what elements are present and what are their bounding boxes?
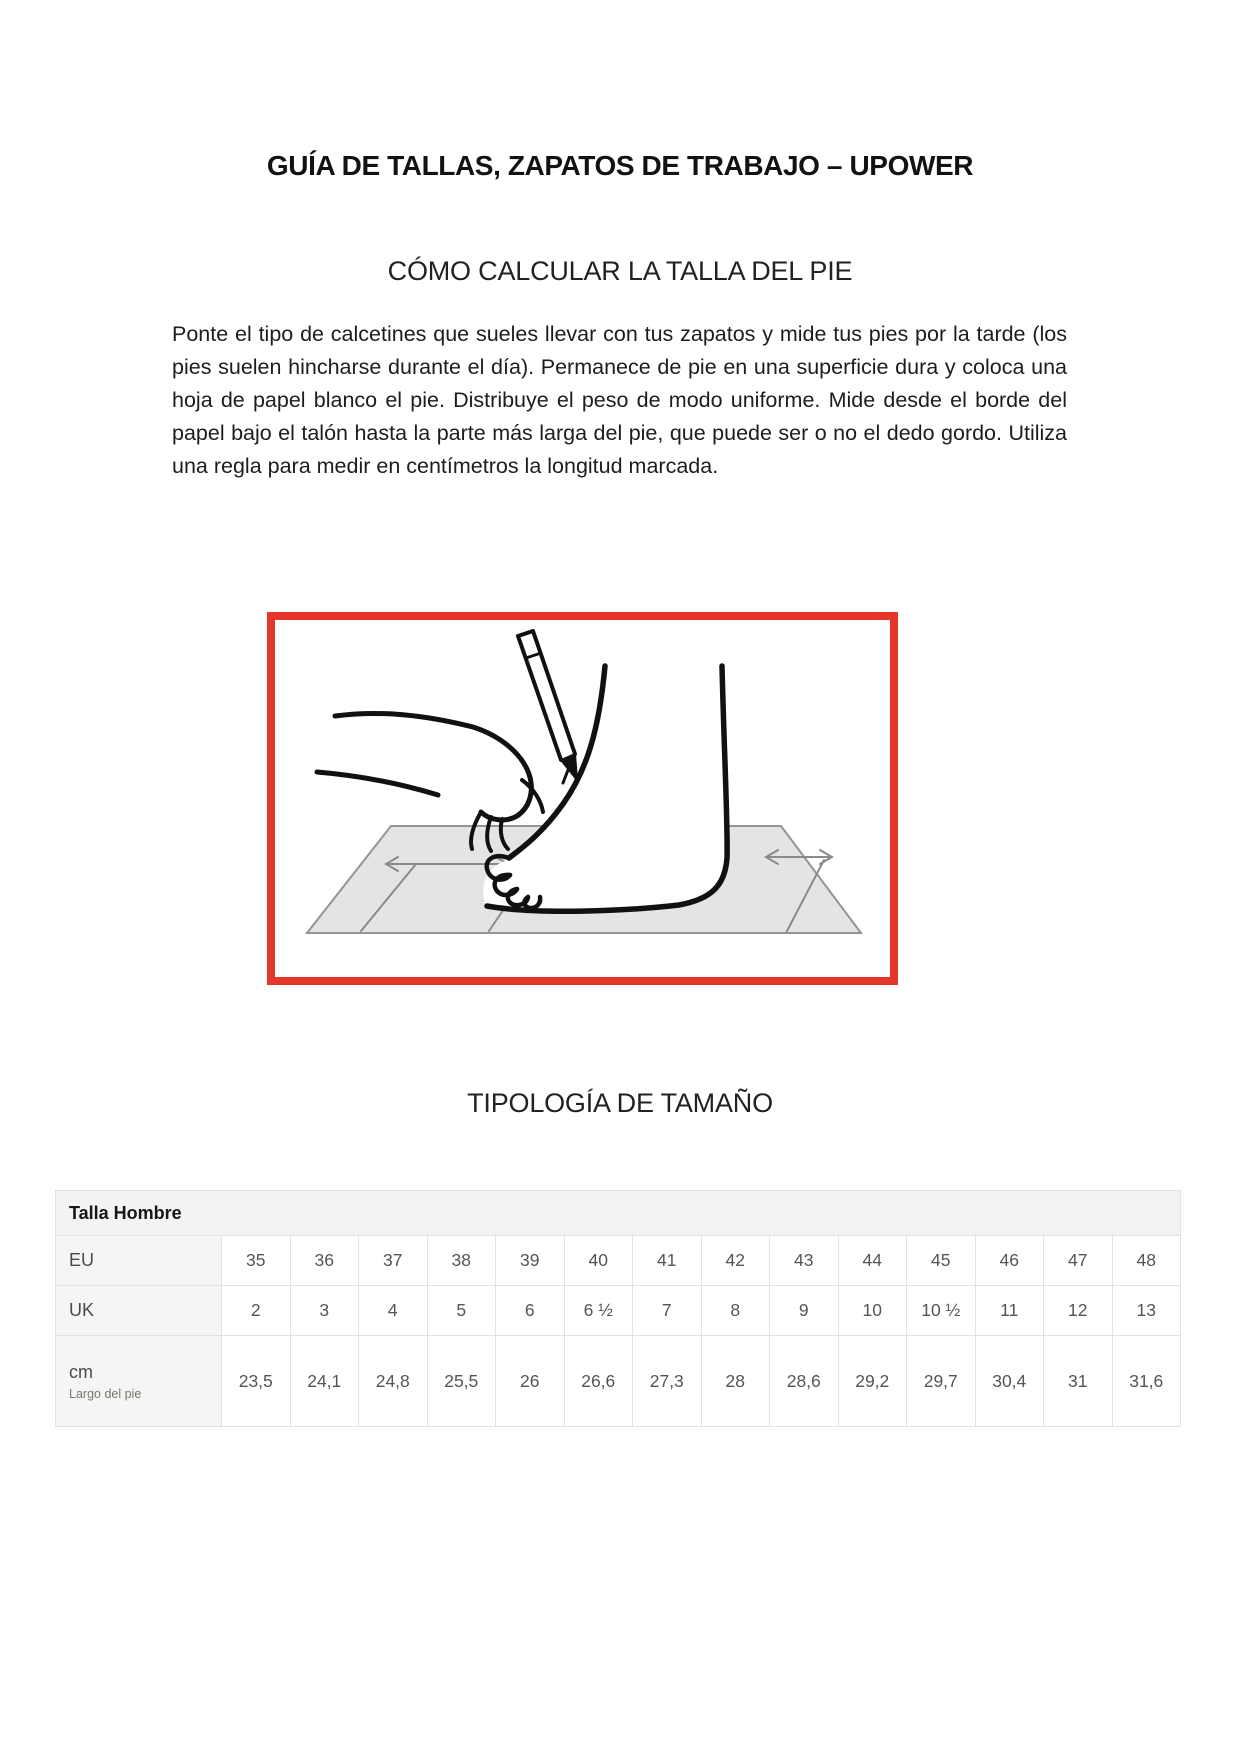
size-value-cm-6: 27,3 bbox=[633, 1336, 702, 1427]
size-value-cm-7: 28 bbox=[701, 1336, 770, 1427]
foot-measuring-illustration bbox=[267, 612, 898, 985]
row-label-cm bbox=[56, 1336, 222, 1427]
size-value-uk-4: 6 bbox=[496, 1286, 565, 1336]
page-title: GUÍA DE TALLAS, ZAPATOS DE TRABAJO – UPOWER bbox=[266, 150, 974, 181]
hand-with-pencil-drawing bbox=[317, 631, 577, 851]
size-value-eu-10: 45 bbox=[907, 1236, 976, 1286]
size-value-cm-9: 29,2 bbox=[838, 1336, 907, 1427]
table-row-cm bbox=[56, 1336, 1181, 1427]
size-value-uk-3: 5 bbox=[427, 1286, 496, 1336]
size-value-cm-12: 31 bbox=[1044, 1336, 1113, 1427]
size-value-cm-2: 24,8 bbox=[359, 1336, 428, 1427]
size-value-eu-7: 42 bbox=[701, 1236, 770, 1286]
section-heading-how-to-measure: CÓMO CALCULAR LA TALLA DEL PIE bbox=[387, 256, 853, 286]
row-label-text: cm bbox=[69, 1361, 93, 1382]
instructions-paragraph: Ponte el tipo de calcetines que sueles llevar con tus zapatos y mide tus pies por la tarde (los pies suelen hincharse durante el día). Permanece de pie en una superficie dura y coloca una hoja de papel blanco el pie. Distribuye el peso de modo uniforme. Mide desde el borde del papel bajo el talón hasta la parte más larga del pie, que puede ser o no el dedo gordo. Utiliza una regla para medir en centímetros la longitud marcada. bbox=[172, 322, 1067, 478]
size-value-eu-5: 40 bbox=[564, 1236, 633, 1286]
size-value-cm-0: 23,5 bbox=[222, 1336, 291, 1427]
size-value-uk-11: 11 bbox=[975, 1286, 1044, 1336]
size-value-uk-12: 12 bbox=[1044, 1286, 1113, 1336]
size-value-cm-11: 30,4 bbox=[975, 1336, 1044, 1427]
table-header-row bbox=[56, 1191, 1181, 1236]
size-value-cm-5: 26,6 bbox=[564, 1336, 633, 1427]
size-value-uk-9: 10 bbox=[838, 1286, 907, 1336]
size-value-cm-13: 31,6 bbox=[1112, 1336, 1181, 1427]
row-label-text: EU bbox=[69, 1250, 95, 1270]
row-sublabel-text: Largo del pie bbox=[69, 1386, 142, 1401]
size-value-eu-3: 38 bbox=[427, 1236, 496, 1286]
size-value-eu-12: 47 bbox=[1044, 1236, 1113, 1286]
size-value-eu-0: 35 bbox=[222, 1236, 291, 1286]
size-value-cm-1: 24,1 bbox=[290, 1336, 359, 1427]
row-label-eu bbox=[56, 1236, 222, 1286]
size-value-eu-11: 46 bbox=[975, 1236, 1044, 1286]
size-value-cm-10: 29,7 bbox=[907, 1336, 976, 1427]
table-row-uk bbox=[56, 1286, 1181, 1336]
size-value-uk-7: 8 bbox=[701, 1286, 770, 1336]
size-value-eu-9: 44 bbox=[838, 1236, 907, 1286]
size-value-uk-13: 13 bbox=[1112, 1286, 1181, 1336]
size-value-eu-8: 43 bbox=[770, 1236, 839, 1286]
row-label-text: UK bbox=[69, 1300, 95, 1320]
size-value-uk-6: 7 bbox=[633, 1286, 702, 1336]
size-value-eu-1: 36 bbox=[290, 1236, 359, 1286]
foot-drawing bbox=[483, 666, 728, 912]
section-heading-size-typology: TIPOLOGÍA DE TAMAÑO bbox=[467, 1088, 773, 1118]
size-value-eu-6: 41 bbox=[633, 1236, 702, 1286]
size-value-uk-0: 2 bbox=[222, 1286, 291, 1336]
size-value-cm-8: 28,6 bbox=[770, 1336, 839, 1427]
size-value-uk-2: 4 bbox=[359, 1286, 428, 1336]
size-table-body bbox=[56, 1191, 1181, 1427]
row-label-uk bbox=[56, 1286, 222, 1336]
size-value-eu-4: 39 bbox=[496, 1236, 565, 1286]
table-header-talla-hombre: Talla Hombre bbox=[56, 1191, 1181, 1236]
size-table bbox=[55, 1190, 1181, 1427]
size-value-uk-1: 3 bbox=[290, 1286, 359, 1336]
size-value-eu-2: 37 bbox=[359, 1236, 428, 1286]
size-value-cm-3: 25,5 bbox=[427, 1336, 496, 1427]
size-value-uk-10: 10 ½ bbox=[907, 1286, 976, 1336]
size-value-eu-13: 48 bbox=[1112, 1236, 1181, 1286]
size-value-uk-8: 9 bbox=[770, 1286, 839, 1336]
table-row-eu bbox=[56, 1236, 1181, 1286]
size-value-cm-4: 26 bbox=[496, 1336, 565, 1427]
foot-measuring-drawing bbox=[275, 620, 890, 977]
size-value-uk-5: 6 ½ bbox=[564, 1286, 633, 1336]
size-table-container bbox=[55, 1190, 1181, 1427]
